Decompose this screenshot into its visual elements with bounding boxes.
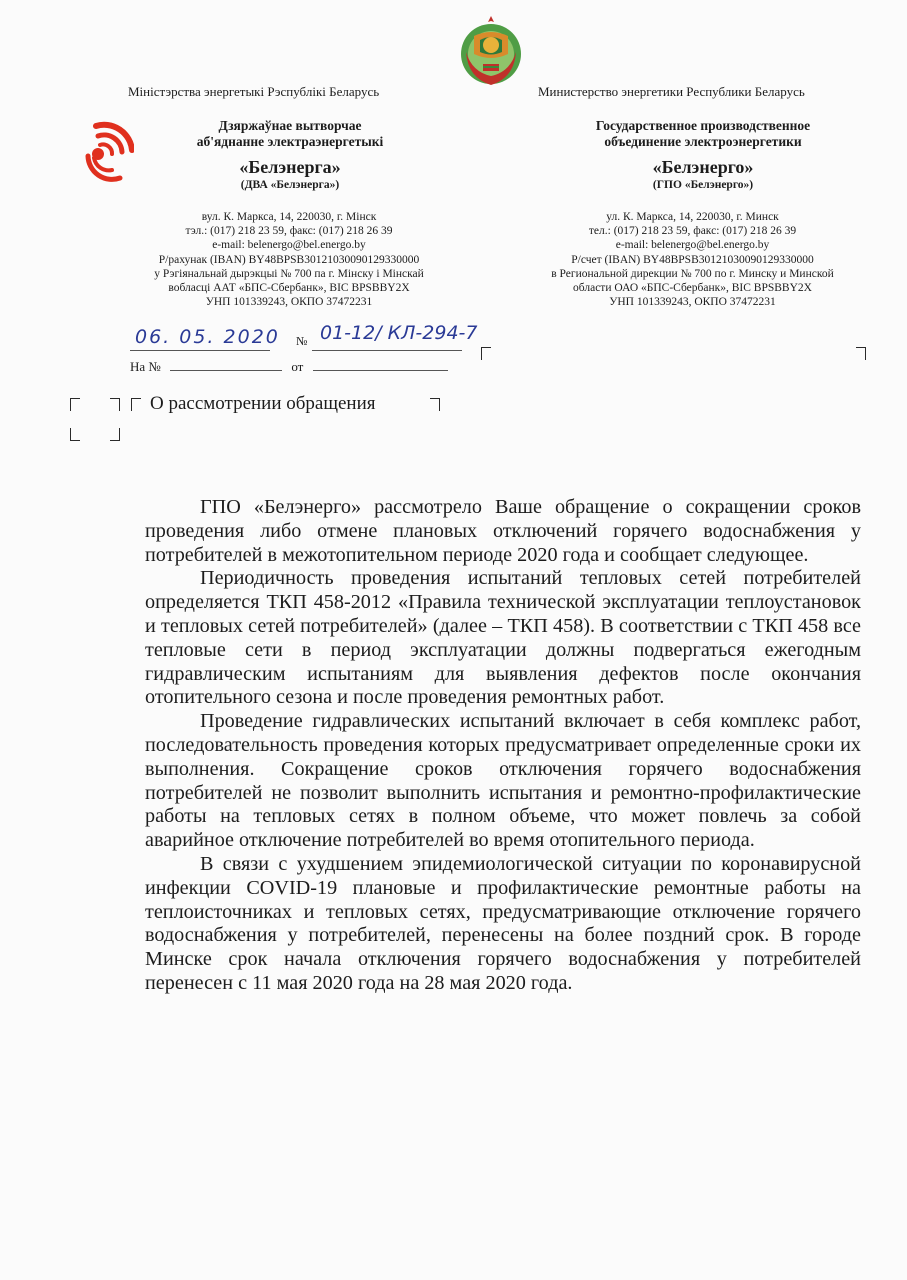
letter-body (145, 496, 861, 996)
org-block-ru (563, 118, 843, 192)
subject-corner-bl (70, 428, 80, 441)
belenergo-logo-icon (78, 120, 134, 184)
org-name-by: «Белэнерга» (239, 157, 341, 177)
na-label: На № (130, 359, 161, 374)
unp-line: УНП 101339243, ОКПО 37472231 (609, 296, 776, 309)
subject-corner-tr (110, 398, 120, 411)
address-corner-tl (481, 347, 491, 360)
unp-line: УНП 101339243, ОКПО 37472231 (205, 296, 373, 309)
na-blank (170, 358, 282, 371)
org-type-line2-by: аб'яднанне электраэнергетыкі (196, 134, 384, 149)
address-corner-tr (856, 347, 866, 360)
reference-line (130, 358, 448, 375)
ot-label: от (291, 359, 304, 374)
body-paragraph: ГПО «Белэнерго» рассмотрело Ваше обращение о сокращении сроков проведения либо отмене плановых отключений горячего водоснабжения у потребителей в межотопительном периоде 2020 года и сообщает следующее. (145, 496, 861, 566)
address-line: вул. К. Маркса, 14, 220030, г. Мінск (201, 211, 377, 223)
org-block-by (150, 118, 430, 192)
email-line: e-mail: belenergo@bel.energo.by (615, 239, 770, 252)
org-type-line-by: Дзяржаўнае вытворчае (218, 118, 362, 133)
ministry-name-ru: Министерство энергетики Республики Беларусь (538, 84, 805, 99)
org-type-line2-ru: объединение электроэнергетики (604, 134, 802, 149)
address-block-ru (515, 210, 870, 309)
number-label: № (296, 334, 308, 348)
ot-blank (313, 358, 448, 371)
subject-mark-left (131, 398, 141, 411)
bank-line-2: области ОАО «БПС-Сбербанк», BIC BPSBBY2X (573, 282, 812, 295)
date-underline (130, 350, 270, 351)
registration-date: 06. 05. 2020 (135, 326, 280, 348)
org-abbr-ru: (ГПО «Белэнерго») (652, 179, 754, 191)
number-underline (312, 350, 462, 351)
state-emblem (452, 12, 530, 90)
address-block-by (108, 210, 470, 309)
subject-corner-br (110, 428, 120, 441)
ministry-name-by: Міністэрства энергетыкі Рэспублікі Беларусь (128, 84, 380, 99)
org-name-ru: «Белэнерго» (652, 157, 754, 177)
bank-line: в Региональной дирекции № 700 по г. Минску и Минской (551, 267, 834, 280)
phone-line: тел.: (017) 218 23 59, факс: (017) 218 26 39 (588, 225, 797, 238)
phone-line: тэл.: (017) 218 23 59, факс: (017) 218 26 39 (185, 225, 393, 238)
iban-line: P/рахунак (IBAN) BY48BPSB30121030090129330000 (158, 253, 420, 266)
body-paragraph: Проведение гидравлических испытаний включает в себя комплекс работ, последовательность проведения которых предусматривает определенные сроки их выполнения. Сокращение сроков отключения горячего водоснабжения потребителей не позволит выполнить испытания и ремонтно-профилактические работы на тепловых сетях в полном объеме, что может повлечь за собой аварийное отключение потребителей во время отопительного периода. (145, 710, 861, 852)
subject-corner-tl (70, 398, 80, 411)
iban-line: P/счет (IBAN) BY48BPSB30121030090129330000 (571, 253, 814, 266)
org-type-line-ru: Государственное производственное (595, 118, 811, 133)
address-line: ул. К. Маркса, 14, 220030, г. Минск (606, 211, 779, 223)
letter-subject: О рассмотрении обращения (150, 393, 376, 414)
body-paragraph: Периодичность проведения испытаний тепловых сетей потребителей определяется ТКП 458-2012 «Правила технической эксплуатации теплоустановок и тепловых сетей потребителей» (далее – ТКП 458). В соответствии с ТКП 458 все тепловые сети в период эксплуатации должны подвергаться ежегодным гидравлическим испытаниям для выявления дефектов после окончания отопительного сезона и после проведения ремонтных работ. (145, 567, 861, 709)
org-abbr-by: (ДВА «Белэнерга») (240, 179, 340, 191)
bank-line: у Рэгіянальнай дырэкцыі № 700 па г. Мінску і Мінскай (154, 267, 424, 280)
subject-mark-right (430, 398, 440, 411)
email-line: e-mail: belenergo@bel.energo.by (212, 239, 366, 252)
body-paragraph: В связи с ухудшением эпидемиологической ситуации по коронавирусной инфекции COVID-19 плановые и профилактические ремонтные работы на теплоисточниках и тепловых сетях, предусматривающие отключение горячего водоснабжения у потребителей, перенесены на более поздний срок. В городе Минске срок начала отключения горячего водоснабжения у потребителей перенесен с 11 мая 2020 года на 28 мая 2020 года. (145, 852, 861, 994)
registration-number: 01-12/ КЛ-294-7 (320, 322, 478, 344)
bank-line-2: вобласці ААТ «БПС-Сбербанк», BIC BPSBBY2X (168, 282, 410, 295)
